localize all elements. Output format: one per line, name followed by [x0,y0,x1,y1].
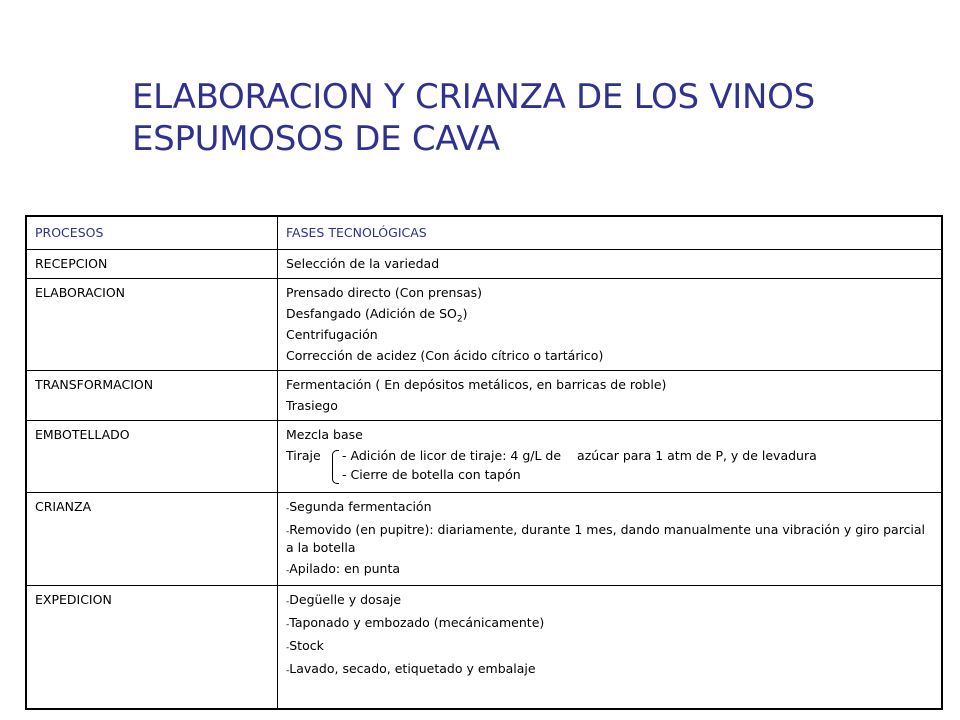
fase-text: Stock [289,638,324,653]
fase-line: Trasiego [286,398,338,413]
page-title-line-1: ELABORACION Y CRIANZA DE LOS VINOS [132,77,815,117]
table-row-elaboracion [26,279,942,371]
fase-text: - Adición de licor de tiraje: 4 g/L de [342,448,562,463]
fase-line [342,448,817,464]
fase-text: azúcar para 1 atm de P, y de levadura [577,448,817,463]
fase-line: Centrifugación [286,327,378,342]
tiraje-label: Tiraje [286,448,321,463]
fases-cell [278,586,943,710]
fases-cell [278,279,943,371]
table-row-crianza [26,493,942,586]
proceso-cell: RECEPCION [26,250,278,279]
fase-line: Mezcla base [286,427,363,442]
fase-text: Taponado y embozado (mecánicamente) [289,615,545,630]
fase-line [286,561,933,579]
tiraje-items [342,448,817,486]
table-row-embotellado [26,421,942,493]
header-procesos: PROCESOS [26,216,278,250]
fase-text: Apilado: en punta [289,561,401,576]
fase-line [286,661,933,679]
header-fases: FASES TECNOLÓGICAS [278,216,943,250]
fase-line [286,615,933,633]
fase-line: Fermentación ( En depósitos metálicos, en barricas de roble) [286,377,667,392]
table-row-recepcion [26,250,942,279]
proceso-cell: ELABORACION [26,279,278,371]
fase-line [286,592,933,610]
fases-cell [278,421,943,493]
fase-line: Selección de la variedad [286,256,440,271]
fase-text: Lavado, secado, etiquetado y embalaje [289,661,536,676]
fase-text: Degüelle y dosaje [289,592,402,607]
tiraje-group [286,448,933,486]
fase-line: - Cierre de botella con tapón [342,467,521,482]
bracket-icon [332,450,339,484]
fase-line [286,499,933,517]
proceso-cell: EMBOTELLADO [26,421,278,493]
fase-line [286,522,933,556]
dash-marker: - [286,643,290,653]
dash-marker: - [286,597,290,607]
proceso-cell: TRANSFORMACION [26,371,278,421]
page-title-line-2: ESPUMOSOS DE CAVA [132,119,500,159]
dash-marker: - [286,620,290,630]
subscript: 2 [456,314,463,325]
proceso-cell: EXPEDICION [26,586,278,710]
proceso-cell: CRIANZA [26,493,278,586]
page-title [132,76,932,160]
fase-line: Prensado directo (Con prensas) [286,285,483,300]
process-table [25,215,943,710]
table-row-expedicion [26,586,942,710]
dash-marker: - [286,504,290,514]
table-row-transformacion [26,371,942,421]
fase-line: Corrección de acidez (Con ácido cítrico o tartárico) [286,348,604,363]
fase-line [286,638,933,656]
fase-text: Removido (en pupitre): diariamente, durante 1 mes, dando manualmente una vibración y giro parcial a la botella [286,522,926,555]
fase-text: Segunda fermentación [289,499,432,514]
fases-cell [278,250,943,279]
fases-cell [278,371,943,421]
dash-marker: - [286,566,290,576]
fases-cell [278,493,943,586]
dash-marker: - [286,666,290,676]
fase-text: Desfangado (Adición de SO [286,306,457,321]
fase-line [286,306,933,325]
dash-marker: - [286,527,290,537]
fase-text: ) [462,306,468,321]
table-header-row [26,216,942,250]
